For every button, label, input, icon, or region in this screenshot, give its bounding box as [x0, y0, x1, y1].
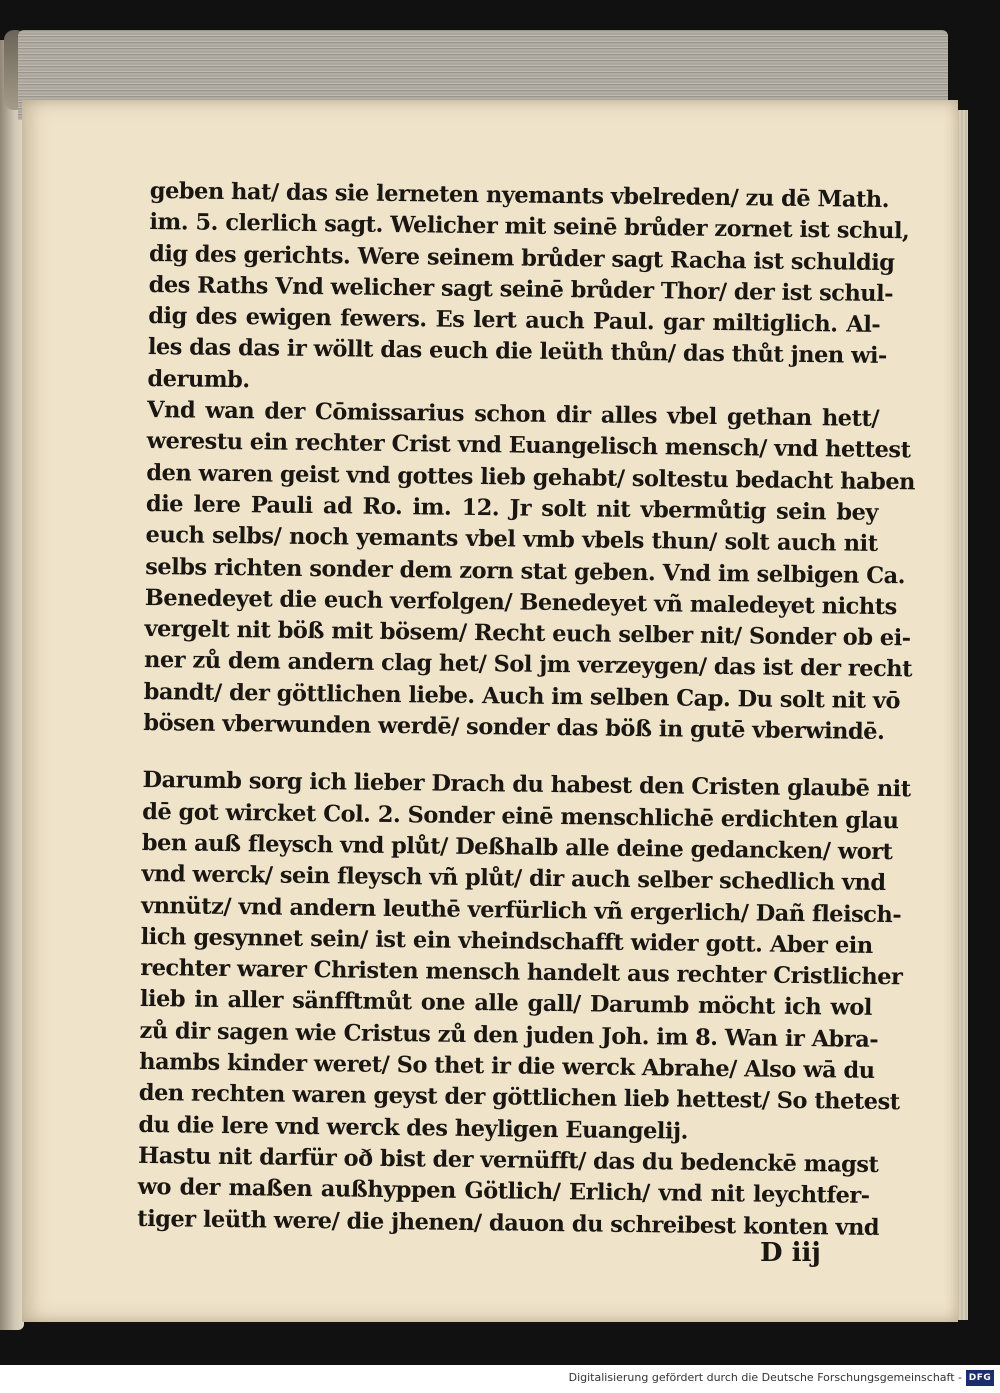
- signature-mark: D iij: [760, 1238, 821, 1268]
- text-line: ben auß fleysch vnd plůt/ Deßhalb alle deine gedancken/ wort: [141, 829, 893, 866]
- text-line: du die lere vnd werck des heyligen Euangelij.: [138, 1111, 689, 1145]
- previous-page-edge: [0, 40, 24, 1330]
- text-line: werestu ein rechter Crist vnd Euangelisch mensch/ vnd hettest: [146, 428, 911, 464]
- paragraph-3: [137, 765, 911, 1243]
- text-line: Darumb sorg ich lieber Drach du habest den Cristen glaubē nit: [142, 767, 911, 803]
- text-line: dig des gerichts. Were seinem brůder sagt Racha ist schuldig: [148, 240, 895, 276]
- text-line: dē got wircket Col. 2. Sonder einē menschlichē erdichten glau: [142, 798, 899, 834]
- paragraph-1: [147, 176, 910, 404]
- dfg-logo: DFG: [966, 1370, 994, 1386]
- text-line: rechter warer Christen mensch handelt aus rechter Cristlicher: [140, 955, 903, 991]
- text-line: lieb in aller sänfftmůt one alle gall/ Darumb möcht ich wol: [139, 986, 873, 1022]
- text-line: dig des ewigen fewers. Es lert auch Paul. gar miltiglich. Al-: [148, 303, 881, 339]
- text-line: vergelt nit böß mit bösem/ Recht euch selber nit/ Sonder ob ei-: [144, 616, 911, 652]
- text-line: geben hat/ das sie lerneten nyemants vbelreden/ zu dē Math.: [149, 177, 890, 214]
- text-line: bösen vberwunden werdē/ sonder das böß in gutē vberwindē.: [143, 710, 885, 746]
- text-line: les das das ir wöllt das euch die leüth thůn/ das thůt jnen wi-: [147, 334, 887, 370]
- text-line: hambs kinder weret/ So thet ir die werck Abrahe/ Also wā du: [139, 1048, 875, 1084]
- text-line: selbs richten sonder dem zorn stat geben. Vnd im selbigen Ca.: [145, 553, 906, 589]
- paragraph-2: [143, 395, 916, 748]
- text-line: Vnd wan der Cōmissarius schon dir alles vbel gethan hett/: [146, 397, 880, 433]
- text-line: Benedeyet die euch verfolgen/ Benedeyet vñ maledeyet nichts: [144, 584, 897, 621]
- text-line: Hastu nit darfür oð bist der vernüfft/ das du bedenckē magst: [137, 1142, 879, 1178]
- text-line: den waren geist vnd gottes lieb gehabt/ soltestu bedacht haben: [146, 459, 916, 496]
- text-line: den rechten waren geyst der göttlichen lieb hettest/ So thetest: [138, 1080, 900, 1116]
- text-line: des Raths Vnd welicher sagt seinē brůder Thor/ der ist schul-: [148, 271, 894, 307]
- text-line: vnd werck/ sein fleysch vñ plůt/ dir auch selber schedlich vnd: [141, 861, 886, 897]
- text-line: bandt/ der göttlichen liebe. Auch im selben Cap. Du solt nit vō: [143, 678, 901, 714]
- text-line: ner zů dem andern clag het/ Sol jm verzeygen/ das ist der recht: [143, 647, 913, 683]
- text-line: euch selbs/ noch yemants vbel vmb vbels thun/ solt auch nit: [145, 522, 878, 558]
- text-line: wo der maßen außhyppen Götlich/ Erlich/ vnd nit leychtfer-: [137, 1174, 870, 1210]
- text-line: tiger leüth were/ die jhenen/ dauon du schreibest konten vnd: [137, 1205, 880, 1241]
- text-line: lich gesynnet sein/ ist ein vheindschafft wider gott. Aber ein: [140, 923, 873, 959]
- text-line: im. 5. clerlich sagt. Welicher mit seinē brůder zornet ist schul,: [149, 209, 910, 245]
- text-line: derumb.: [147, 365, 250, 394]
- funding-credit: Digitalisierung gefördert durch die Deutsche Forschungsgemeinschaft -: [568, 1371, 962, 1384]
- text-line: zů dir sagen wie Cristus zů den juden Joh. im 8. Wan ir Abra-: [139, 1017, 879, 1053]
- text-line: vnnütz/ vnd andern leuthē verfürlich vñ ergerlich/ Dañ fleisch-: [140, 892, 902, 928]
- body-text: [137, 176, 916, 1244]
- text-line: die lere Pauli ad Ro. im. 12. Jr solt nit vbermůtig sein bey: [145, 490, 879, 526]
